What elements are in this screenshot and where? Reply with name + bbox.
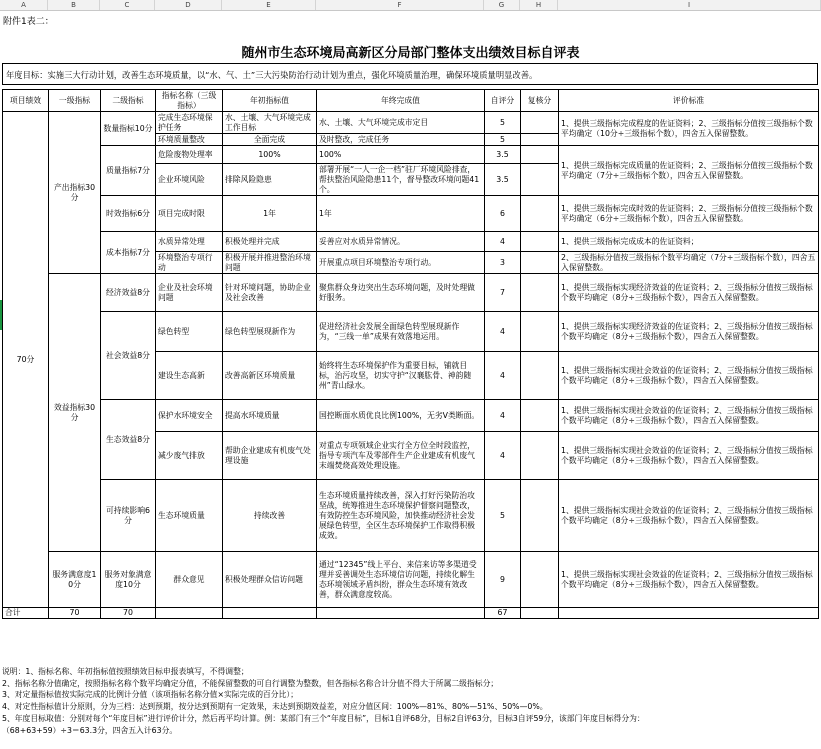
note-line: （68+63+59）÷3＝63.3分，四舍五入计63分。 <box>2 725 178 735</box>
l2-econ[interactable]: 经济效益8分 <box>101 274 156 312</box>
l2-qty[interactable]: 数量指标10分 <box>101 112 156 146</box>
std-cost1[interactable]: 1、提供三级指标完成成本的佐证资料； <box>559 232 819 252</box>
l3-cell[interactable]: 环境质量整改 <box>156 134 223 146</box>
l3-cell[interactable]: 群众意见 <box>156 552 223 608</box>
col-header-h[interactable]: H <box>520 0 558 10</box>
done-cell[interactable]: 通过“12345”线上平台、来信来访等多渠道受理并妥善调处生态环境信访问题，持续化解生态环境领域矛盾纠纷，群众生态环境有效改善，群众满意度较高。 <box>317 552 485 608</box>
table-row <box>3 146 819 164</box>
total-l1[interactable]: 70 <box>49 608 101 619</box>
col-header-g[interactable]: G <box>484 0 520 10</box>
header-l2[interactable]: 二级指标 <box>101 90 156 112</box>
table-header-row <box>3 90 819 112</box>
col-header-d[interactable]: D <box>155 0 222 10</box>
total-empty[interactable] <box>223 608 317 619</box>
total-l2[interactable]: 70 <box>101 608 156 619</box>
done-cell[interactable]: 国控断面水质优良比例100%，无劣V类断面。 <box>317 400 485 432</box>
done-cell[interactable]: 部署开展“一人一企一档”驻厂环境风险排查，帮扶整治风险隐患11个，督导整改环境问题41个。 <box>317 164 485 196</box>
table-row <box>3 400 819 432</box>
table-row <box>3 480 819 552</box>
review-cell[interactable] <box>521 232 559 252</box>
review-cell[interactable] <box>521 196 559 232</box>
done-cell[interactable]: 促进经济社会发展全面绿色转型展现新作为，“三线一单”成果有效落地运用。 <box>317 312 485 352</box>
done-cell[interactable]: 水、土壤、大气环境完成市定目 <box>317 112 485 134</box>
std-time[interactable]: 1、提供三级指标完成时效的佐证资料；2、三级指标分值按三级指标个数平均确定（6分÷三级指标个数），四舍五入保留整数。 <box>559 196 819 232</box>
review-cell[interactable] <box>521 134 559 146</box>
done-cell[interactable]: 1年 <box>317 196 485 232</box>
l3-cell[interactable]: 环境整治专项行动 <box>156 252 223 274</box>
std-eco1[interactable]: 1、提供三级指标实现社会效益的佐证资料；2、三级指标分值按三级指标个数平均确定（8分÷三级指标个数），四舍五入保留整数。 <box>559 400 819 432</box>
done-cell[interactable]: 及时整改，完成任务 <box>317 134 485 146</box>
l3-cell[interactable]: 企业环境风险 <box>156 164 223 196</box>
header-review[interactable]: 复核分 <box>521 90 559 112</box>
col-header-b[interactable]: B <box>48 0 100 10</box>
table-row <box>3 112 819 134</box>
l2-cost[interactable]: 成本指标7分 <box>101 232 156 274</box>
self-cell[interactable]: 3 <box>485 252 521 274</box>
done-cell[interactable]: 始终将生态环境保护作为重要目标，铺就目标，治污攻坚，切实守护“汉襄肱骨、神韵随州”青山绿水。 <box>317 352 485 400</box>
self-cell[interactable]: 7 <box>485 274 521 312</box>
total-label[interactable]: 合计 <box>3 608 49 619</box>
init-cell[interactable]: 积极开展并推进整治环境问题 <box>223 252 317 274</box>
annex-label: 附件1表二： <box>3 17 54 27</box>
done-cell[interactable]: 生态环境质量持续改善，深入打好污染防治攻坚战，统筹推进生态环境保护督察问题整改，有效防控生态环境风险，加快推动经济社会发展绿色转型，全区生态环境保护工作取得积极成效。 <box>317 480 485 552</box>
init-cell[interactable]: 绿色转型展现新作为 <box>223 312 317 352</box>
total-self[interactable]: 67 <box>485 608 521 619</box>
review-cell[interactable] <box>521 400 559 432</box>
review-cell[interactable] <box>521 146 559 164</box>
l3-cell[interactable]: 减少废气排放 <box>156 432 223 480</box>
l2-target[interactable]: 服务对象满意度10分 <box>101 552 156 608</box>
self-cell[interactable]: 4 <box>485 232 521 252</box>
self-cell[interactable]: 4 <box>485 312 521 352</box>
l2-quality[interactable]: 质量指标7分 <box>101 146 156 196</box>
l3-cell[interactable]: 水质异常处理 <box>156 232 223 252</box>
init-cell[interactable]: 改善高新区环境质量 <box>223 352 317 400</box>
self-cell[interactable]: 9 <box>485 552 521 608</box>
table-row <box>3 312 819 352</box>
total-empty[interactable] <box>156 608 223 619</box>
init-cell[interactable]: 全面完成 <box>223 134 317 146</box>
init-cell[interactable]: 帮助企业建成有机废气处理设施 <box>223 432 317 480</box>
init-cell[interactable]: 针对环境问题，协助企业及社会改善 <box>223 274 317 312</box>
header-done[interactable]: 年终完成值 <box>317 90 485 112</box>
l3-cell[interactable]: 保护水环境安全 <box>156 400 223 432</box>
l3-cell[interactable]: 企业及社会环境问题 <box>156 274 223 312</box>
self-cell[interactable]: 4 <box>485 352 521 400</box>
self-cell[interactable]: 4 <box>485 432 521 480</box>
l2-social[interactable]: 社会效益8分 <box>101 312 156 400</box>
review-cell[interactable] <box>521 432 559 480</box>
col-header-a[interactable]: A <box>0 0 48 10</box>
review-cell[interactable] <box>521 252 559 274</box>
std-econ[interactable]: 1、提供三级指标实现经济效益的佐证资料；2、三级指标分值按三级指标个数平均确定（8分÷三级指标个数），四舍五入保留整数。 <box>559 274 819 312</box>
done-cell[interactable]: 100% <box>317 146 485 164</box>
l3-cell[interactable]: 危险废物处理率 <box>156 146 223 164</box>
note-line: 5、年度目标取值：分别对每个“年度目标”进行评价计分，然后再平均计算。例：某部门有三个“年度目标”，目标1自评68分，目标2自评63分，目标3自评59分，该部门年度目标得分为： <box>2 713 645 723</box>
l1-satisfaction[interactable]: 服务满意度10分 <box>49 552 101 608</box>
init-cell[interactable]: 积极处理并完成 <box>223 232 317 252</box>
done-cell[interactable]: 开展重点项目环境整治专项行动。 <box>317 252 485 274</box>
evaluation-table <box>2 89 819 619</box>
self-cell[interactable]: 3.5 <box>485 164 521 196</box>
review-cell[interactable] <box>521 112 559 134</box>
done-cell[interactable]: 妥善应对水质异常情况。 <box>317 232 485 252</box>
header-item[interactable]: 项目绩效 <box>3 90 49 112</box>
header-self[interactable]: 自评分 <box>485 90 521 112</box>
review-cell[interactable] <box>521 352 559 400</box>
review-cell[interactable] <box>521 552 559 608</box>
col-header-c[interactable]: C <box>100 0 155 10</box>
table-row <box>3 232 819 252</box>
l2-time[interactable]: 时效指标6分 <box>101 196 156 232</box>
item-score-cell[interactable]: 70分 <box>3 112 49 608</box>
std-social[interactable]: 1、提供三级指标实现经济效益的佐证资料；2、三级指标分值按三级指标个数平均确定（8分÷三级指标个数），四舍五入保留整数。 <box>559 312 819 352</box>
page-title: 随州市生态环境局高新区分局部门整体支出绩效目标自评表 <box>241 46 580 61</box>
l1-benefit[interactable]: 效益指标30分 <box>49 274 101 552</box>
l3-cell[interactable]: 完成生态环境保护任务 <box>156 112 223 134</box>
init-cell[interactable]: 持续改善 <box>223 480 317 552</box>
std-quality[interactable]: 1、提供三级指标完成质量的佐证资料；2、三级指标分值按三级指标个数平均确定（7分÷三级指标个数），四舍五入保留整数。 <box>559 146 819 196</box>
self-cell[interactable]: 6 <box>485 196 521 232</box>
init-cell[interactable]: 排除风险隐患 <box>223 164 317 196</box>
std-target[interactable]: 1、提供三级指标实现社会效益的佐证资料；2、三级指标分值按三级指标个数平均确定（8分÷三级指标个数），四舍五入保留整数。 <box>559 552 819 608</box>
review-cell[interactable] <box>521 480 559 552</box>
std-sustain[interactable]: 1、提供三级指标实现社会效益的佐证资料；2、三级指标分值按三级指标个数平均确定（8分÷三级指标个数），四舍五入保留整数。 <box>559 480 819 552</box>
header-l1[interactable]: 一级指标 <box>49 90 101 112</box>
note-line: 3、对定量指标值按实际完成的比例计分值（该项指标名称分值×实际完成的百分比）； <box>2 690 299 700</box>
l3-cell[interactable]: 生态环境质量 <box>156 480 223 552</box>
std-cost2[interactable]: 2、三级指标分值按三级指标个数平均确定（7分÷三级指标个数），四舍五入保留整数。 <box>559 252 819 274</box>
init-cell[interactable]: 100% <box>223 146 317 164</box>
l2-eco[interactable]: 生态效益8分 <box>101 400 156 480</box>
total-empty[interactable] <box>317 608 485 619</box>
review-cell[interactable] <box>521 164 559 196</box>
init-cell[interactable]: 积极处理群众信访问题 <box>223 552 317 608</box>
review-cell[interactable] <box>521 274 559 312</box>
table-row <box>3 274 819 312</box>
init-cell[interactable]: 提高水环境质量 <box>223 400 317 432</box>
init-cell[interactable]: 1年 <box>223 196 317 232</box>
self-cell[interactable]: 5 <box>485 134 521 146</box>
col-header-i[interactable]: I <box>558 0 821 10</box>
self-cell[interactable]: 3.5 <box>485 146 521 164</box>
note-line: 4、对定性指标值计分原则，分为三档：达到预期，按分达到预期有一定效果，未达到预期效益差，对应分值区间：100%—81%、80%—51%、50%—0%。 <box>2 702 548 712</box>
l3-cell[interactable]: 项目完成时限 <box>156 196 223 232</box>
table-row <box>3 552 819 608</box>
init-cell[interactable]: 水、土壤、大气环境完成工作目标 <box>223 112 317 134</box>
done-cell[interactable]: 聚焦群众身边突出生态环境问题，及时处理做好服务。 <box>317 274 485 312</box>
total-empty[interactable] <box>559 608 819 619</box>
total-row <box>3 608 819 619</box>
note-line: 说明：1、指标名称、年初指标值按照绩效目标申报表填写，不得调整； <box>2 667 249 676</box>
header-init[interactable]: 年初指标值 <box>223 90 317 112</box>
annual-goal-cell[interactable]: 年度目标：实施三大行动计划，改善生态环境质量，以“水、气、土”三大污染防治行动计划为重点，强化环境质量治理，确保环境质量明显改善。 <box>2 63 818 85</box>
total-empty[interactable] <box>521 608 559 619</box>
l1-output[interactable]: 产出指标30分 <box>49 112 101 274</box>
col-header-f[interactable]: F <box>316 0 484 10</box>
note-line: 2、指标名称分值确定，按照指标名称个数平均确定分值，不能保留整数的可自行调整为整数，但各指标名称合计分值不得大于所属二级指标分； <box>2 678 499 688</box>
header-std[interactable]: 评价标准 <box>559 90 819 112</box>
std-social2[interactable]: 1、提供三级指标实现社会效益的佐证资料；2、三级指标分值按三级指标个数平均确定（8分÷三级指标个数），四舍五入保留整数。 <box>559 352 819 400</box>
review-cell[interactable] <box>521 312 559 352</box>
notes-block <box>2 666 818 736</box>
table-row <box>3 196 819 232</box>
column-header-bar <box>0 0 821 11</box>
l3-cell[interactable]: 绿色转型 <box>156 312 223 352</box>
self-cell[interactable]: 4 <box>485 400 521 432</box>
std-eco2[interactable]: 1、提供三级指标实现社会效益的佐证资料；2、三级指标分值按三级指标个数平均确定（8分÷三级指标个数），四舍五入保留整数。 <box>559 432 819 480</box>
std-qty[interactable]: 1、提供三级指标完成程度的佐证资料；2、三级指标分值按三级指标个数平均确定（10分÷三级指标个数），四舍五入保留整数。 <box>559 112 819 146</box>
done-cell[interactable]: 对重点专项领域企业实行全方位全时段监控，指导专项汽车及零部件生产企业建成有机废气末端焚烧高效处理设施。 <box>317 432 485 480</box>
l2-sustain[interactable]: 可持续影响6分 <box>101 480 156 552</box>
self-cell[interactable]: 5 <box>485 480 521 552</box>
col-header-e[interactable]: E <box>222 0 316 10</box>
l3-cell[interactable]: 建设生态高新 <box>156 352 223 400</box>
header-l3[interactable]: 指标名称（三级指标） <box>156 90 223 112</box>
self-cell[interactable]: 5 <box>485 112 521 134</box>
